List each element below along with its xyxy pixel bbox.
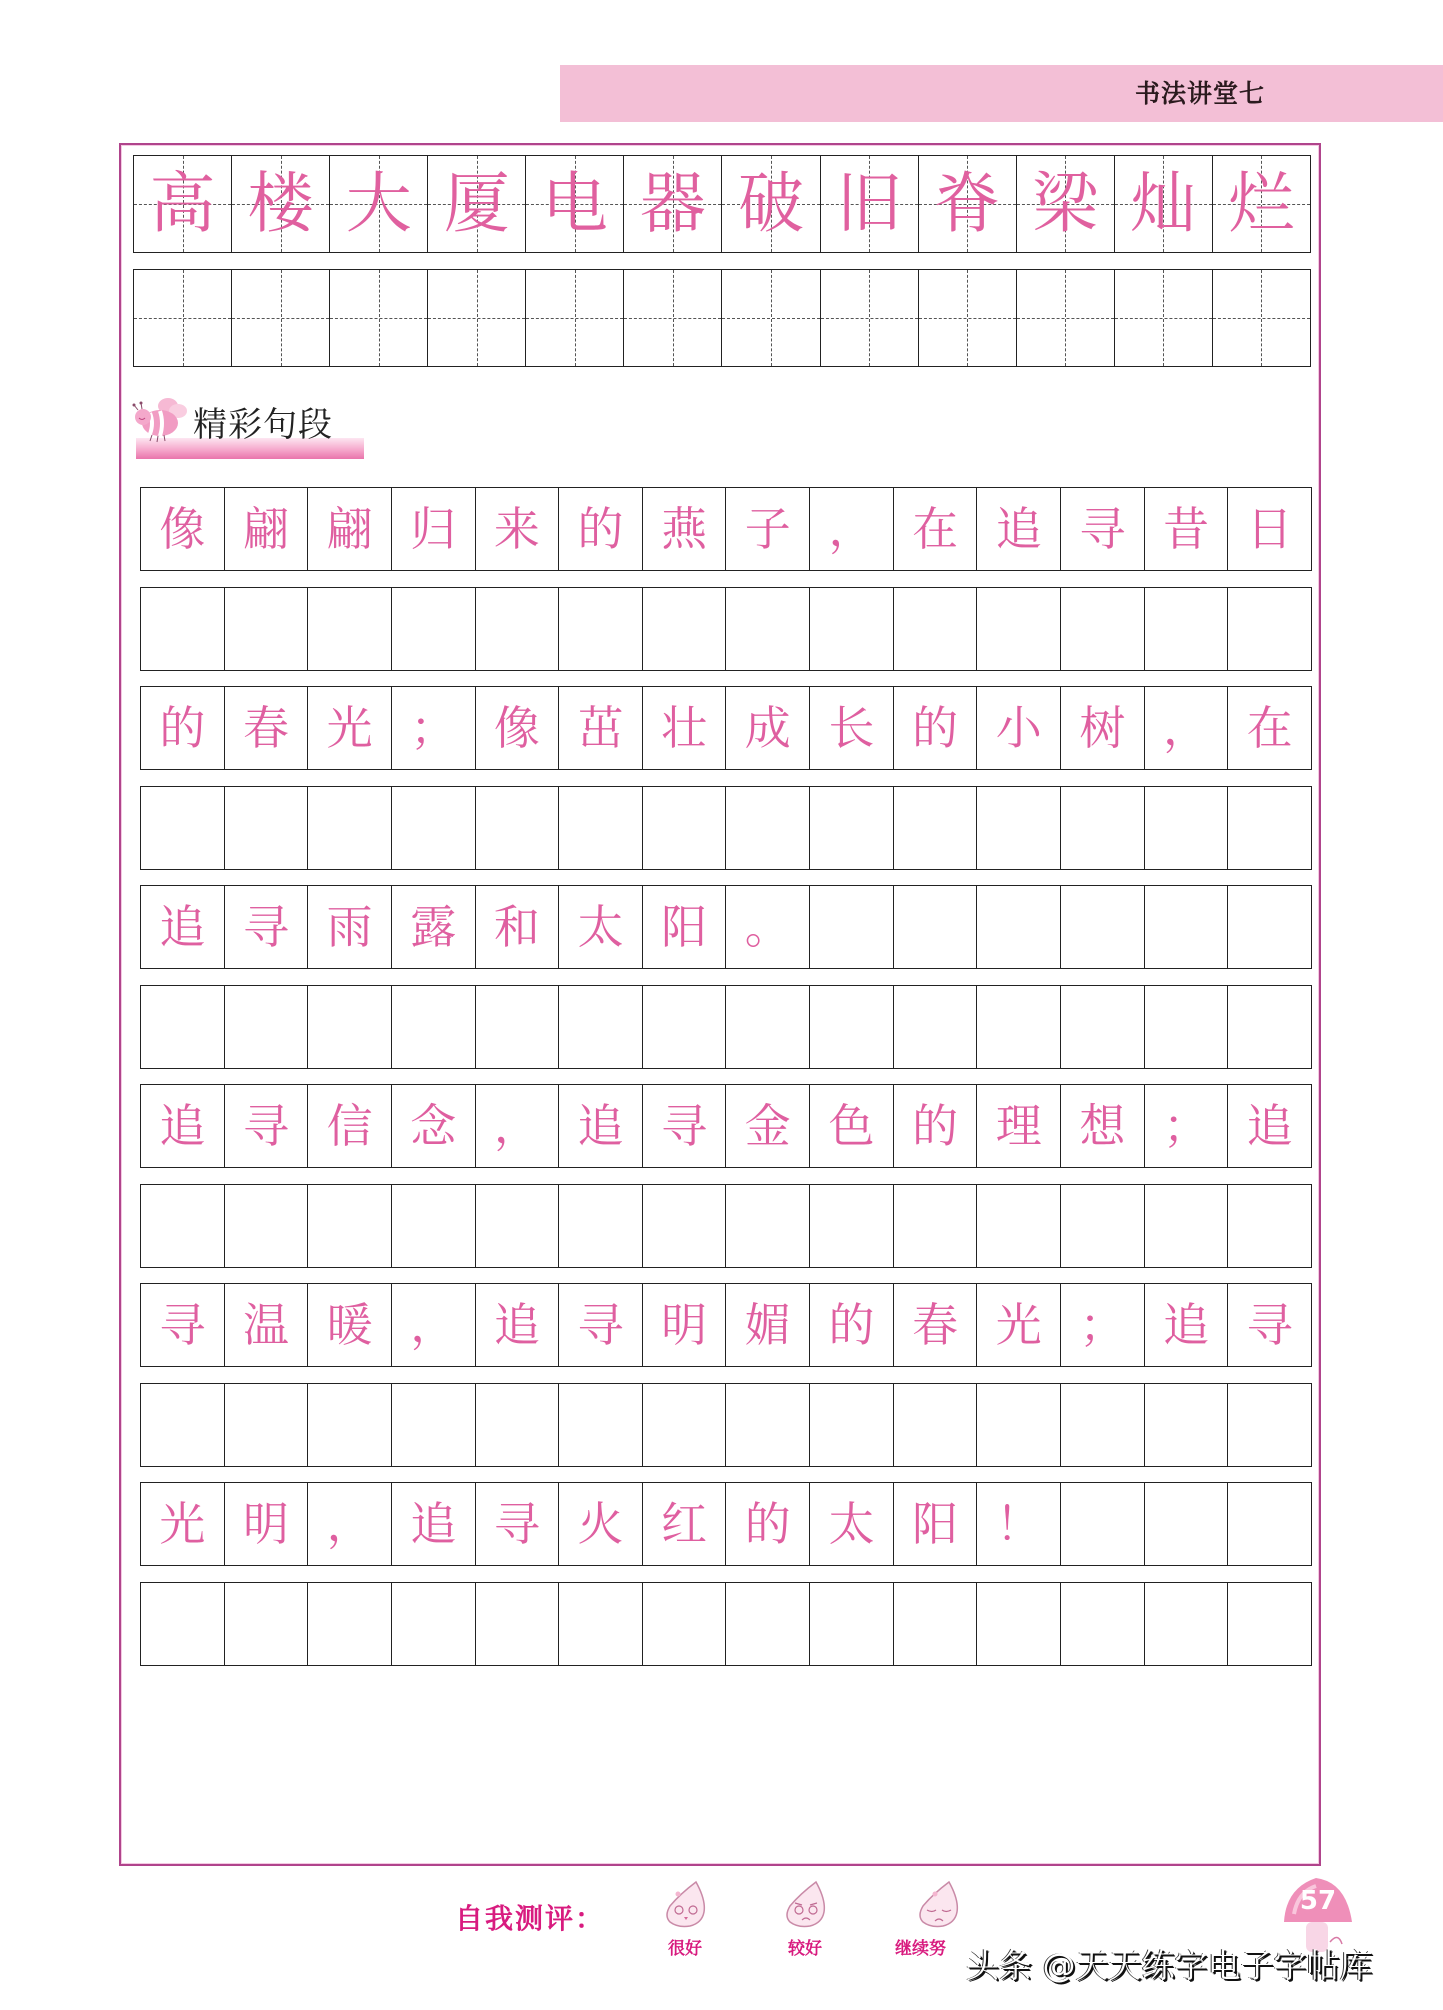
sentence-cell: 春: [894, 1284, 978, 1366]
practice-row-text: [140, 686, 1312, 770]
chapter-title: 书法讲堂七: [1134, 79, 1265, 108]
writing-cell[interactable]: [1145, 787, 1229, 869]
writing-cell[interactable]: [559, 1384, 643, 1466]
sentence-cell: 寻: [141, 1284, 225, 1366]
writing-cell[interactable]: [476, 787, 560, 869]
blank-cell[interactable]: [1213, 270, 1310, 366]
model-cell: [1115, 156, 1213, 252]
blank-cell[interactable]: [1017, 270, 1115, 366]
section-header: [132, 395, 372, 461]
sentence-cell: 追: [1145, 1284, 1229, 1366]
sentence-cell: 的: [559, 488, 643, 570]
writing-cell[interactable]: [726, 787, 810, 869]
blank-cell[interactable]: [722, 270, 820, 366]
writing-cell[interactable]: [308, 986, 392, 1068]
blank-cell[interactable]: [330, 270, 428, 366]
blank-cell[interactable]: [134, 270, 232, 366]
sentence-cell: 阳: [643, 886, 727, 968]
blank-cell[interactable]: [821, 270, 919, 366]
writing-cell[interactable]: [1228, 986, 1311, 1068]
guide-line-horizontal: [722, 318, 819, 319]
sentence-cell: ，: [1145, 687, 1229, 769]
writing-cell[interactable]: [810, 986, 894, 1068]
writing-cell[interactable]: [977, 1583, 1061, 1665]
sentence-cell: 子: [726, 488, 810, 570]
writing-cell[interactable]: [1228, 588, 1311, 670]
model-character: 脊: [934, 165, 1001, 242]
writing-cell[interactable]: [308, 588, 392, 670]
writing-cell[interactable]: [141, 588, 225, 670]
sentence-cell: 寻: [1061, 488, 1145, 570]
model-cell: [919, 156, 1017, 252]
blank-cell[interactable]: [624, 270, 722, 366]
sentence-cell: 茁: [559, 687, 643, 769]
writing-cell[interactable]: [726, 588, 810, 670]
sentence-cell: 光: [141, 1483, 225, 1565]
writing-cell[interactable]: [308, 1384, 392, 1466]
sentence-cell: 金: [726, 1085, 810, 1167]
blank-cell[interactable]: [1115, 270, 1213, 366]
model-character: 大: [345, 165, 412, 242]
writing-cell[interactable]: [643, 588, 727, 670]
sentence-cell: 追: [977, 488, 1061, 570]
writing-cell[interactable]: [559, 1583, 643, 1665]
writing-cell[interactable]: [559, 588, 643, 670]
sentence-cell[interactable]: [1061, 1483, 1145, 1565]
sentence-cell: 阳: [894, 1483, 978, 1565]
guide-line-horizontal: [821, 318, 918, 319]
model-character: 破: [738, 165, 804, 242]
sentence-cell: ，: [810, 488, 894, 570]
sentence-cell: ；: [1061, 1284, 1145, 1366]
writing-cell[interactable]: [894, 1384, 978, 1466]
sentence-cell: 小: [977, 687, 1061, 769]
copy-grid-model: [133, 155, 1311, 253]
writing-cell[interactable]: [894, 787, 978, 869]
writing-cell[interactable]: [392, 787, 476, 869]
blank-cell[interactable]: [232, 270, 330, 366]
sentence-cell: 色: [810, 1085, 894, 1167]
model-character: 灿: [1130, 165, 1197, 242]
sentence-cell: 追: [141, 1085, 225, 1167]
writing-cell[interactable]: [810, 1583, 894, 1665]
writing-cell[interactable]: [894, 1583, 978, 1665]
sentence-cell: 和: [476, 886, 560, 968]
sentence-cell: 念: [392, 1085, 476, 1167]
writing-cell[interactable]: [1061, 986, 1145, 1068]
writing-cell[interactable]: [1061, 588, 1145, 670]
sentence-cell: 的: [810, 1284, 894, 1366]
practice-row-blank: [140, 786, 1312, 870]
writing-cell[interactable]: [810, 787, 894, 869]
writing-cell[interactable]: [392, 986, 476, 1068]
writing-cell[interactable]: [1228, 787, 1311, 869]
sentence-cell: 像: [141, 488, 225, 570]
sad-drop-icon[interactable]: [915, 1880, 961, 1928]
writing-cell[interactable]: [141, 1185, 225, 1267]
writing-cell[interactable]: [810, 588, 894, 670]
sentence-cell[interactable]: [1145, 886, 1229, 968]
sentence-cell: 太: [559, 886, 643, 968]
sentence-cell: 追: [141, 886, 225, 968]
writing-cell[interactable]: [726, 1384, 810, 1466]
sentence-cell: 追: [392, 1483, 476, 1565]
sentence-cell: 。: [726, 886, 810, 968]
sentence-cell: 春: [225, 687, 309, 769]
sentence-cell: 成: [726, 687, 810, 769]
sentence-cell: 媚: [726, 1284, 810, 1366]
writing-cell[interactable]: [1061, 1185, 1145, 1267]
writing-cell[interactable]: [894, 986, 978, 1068]
model-cell: [330, 156, 428, 252]
sentence-cell: 暖: [308, 1284, 392, 1366]
model-cell: [624, 156, 722, 252]
writing-cell[interactable]: [476, 1185, 560, 1267]
sentence-cell: 寻: [1246, 1298, 1293, 1352]
writing-cell[interactable]: [392, 1583, 476, 1665]
model-character: 电: [541, 165, 608, 242]
practice-row-blank: [140, 1383, 1312, 1467]
sentence-cell: 长: [810, 687, 894, 769]
writing-cell[interactable]: [1061, 787, 1145, 869]
writing-cell[interactable]: [476, 1583, 560, 1665]
writing-cell[interactable]: [977, 1384, 1061, 1466]
rating-good-label[interactable]: 较好: [788, 1939, 822, 1959]
model-cell: [232, 156, 330, 252]
sentence-cell: 昔: [1145, 488, 1229, 570]
writing-cell[interactable]: [225, 588, 309, 670]
copy-grid-blank: [133, 269, 1311, 367]
writing-cell[interactable]: [977, 588, 1061, 670]
sentence-cell: 追: [1246, 1099, 1293, 1153]
sentence-cell: 在: [894, 488, 978, 570]
guide-line-horizontal: [428, 318, 525, 319]
writing-cell[interactable]: [1145, 986, 1229, 1068]
writing-cell[interactable]: [977, 986, 1061, 1068]
writing-cell[interactable]: [1228, 1583, 1311, 1665]
writing-cell[interactable]: [308, 1185, 392, 1267]
writing-cell[interactable]: [643, 986, 727, 1068]
model-cell: [1213, 156, 1310, 252]
writing-cell[interactable]: [308, 1583, 392, 1665]
guide-line-horizontal: [232, 318, 329, 319]
practice-row-text: [140, 1482, 1312, 1566]
writing-cell[interactable]: [977, 1185, 1061, 1267]
writing-cell[interactable]: [977, 787, 1061, 869]
guide-line-horizontal: [1213, 318, 1310, 319]
sentence-cell: ，: [476, 1085, 560, 1167]
writing-cell[interactable]: [559, 1185, 643, 1267]
sentence-cell: ；: [392, 687, 476, 769]
practice-row-text: [140, 885, 1312, 969]
sentence-cell: ；: [1145, 1085, 1229, 1167]
self-eval-label: 自我测评：: [455, 1902, 606, 1935]
sentence-cell: 寻: [559, 1284, 643, 1366]
sentence-cell: 信: [308, 1085, 392, 1167]
sentence-cell: 的: [141, 687, 225, 769]
blank-cell[interactable]: [919, 270, 1017, 366]
header-band: [560, 65, 1443, 122]
writing-cell[interactable]: [141, 986, 225, 1068]
sentence-cell[interactable]: [1228, 1483, 1311, 1565]
practice-row-blank: [140, 985, 1312, 1069]
writing-cell[interactable]: [1228, 1185, 1311, 1267]
writing-cell[interactable]: [643, 1583, 727, 1665]
blank-cell[interactable]: [526, 270, 624, 366]
guide-line-horizontal: [919, 318, 1016, 319]
sentence-cell: 在: [1246, 701, 1293, 755]
model-cell: [526, 156, 624, 252]
writing-cell[interactable]: [1061, 1583, 1145, 1665]
sentence-cell: 红: [643, 1483, 727, 1565]
writing-cell[interactable]: [1145, 1583, 1229, 1665]
sentence-cell: 燕: [643, 488, 727, 570]
writing-cell[interactable]: [643, 1384, 727, 1466]
guide-line-horizontal: [1017, 318, 1114, 319]
frown-drop-icon[interactable]: [782, 1880, 828, 1928]
model-character: 旧: [836, 165, 903, 242]
writing-cell[interactable]: [476, 986, 560, 1068]
model-cell: [722, 156, 820, 252]
section-title: 精彩句段: [193, 405, 333, 445]
writing-cell[interactable]: [1145, 588, 1229, 670]
writing-cell[interactable]: [141, 1583, 225, 1665]
writing-cell[interactable]: [225, 1583, 309, 1665]
sentence-cell: 露: [392, 886, 476, 968]
writing-cell[interactable]: [810, 1185, 894, 1267]
sentence-cell: 寻: [476, 1483, 560, 1565]
sentence-cell: ，: [308, 1483, 392, 1565]
writing-cell[interactable]: [726, 1185, 810, 1267]
guide-line-horizontal: [1115, 318, 1212, 319]
writing-cell[interactable]: [476, 1384, 560, 1466]
writing-cell[interactable]: [559, 787, 643, 869]
sentence-cell: 壮: [643, 687, 727, 769]
writing-cell[interactable]: [1228, 1384, 1311, 1466]
watermark: 头条 @天天练字电子字帖库: [966, 1946, 1373, 1985]
page-number-badge: [1280, 1872, 1356, 1922]
practice-row-blank: [140, 1582, 1312, 1666]
guide-line-horizontal: [526, 318, 623, 319]
writing-cell[interactable]: [141, 787, 225, 869]
writing-cell[interactable]: [392, 588, 476, 670]
writing-cell[interactable]: [1061, 1384, 1145, 1466]
page-number: 57: [1299, 1886, 1337, 1916]
sentence-cell: 想: [1061, 1085, 1145, 1167]
sentence-cell[interactable]: [977, 886, 1061, 968]
model-cell: [821, 156, 919, 252]
sentence-cell: ！: [977, 1483, 1061, 1565]
writing-cell[interactable]: [810, 1384, 894, 1466]
rating-keep-trying-label[interactable]: 继续努: [895, 1939, 946, 1959]
sentence-cell: 光: [308, 687, 392, 769]
writing-cell[interactable]: [559, 986, 643, 1068]
happy-drop-icon[interactable]: [662, 1880, 708, 1928]
writing-cell[interactable]: [225, 986, 309, 1068]
model-cell: [1017, 156, 1115, 252]
sentence-cell: 的: [726, 1483, 810, 1565]
model-character: 烂: [1228, 165, 1295, 242]
writing-cell[interactable]: [392, 1384, 476, 1466]
sentence-cell[interactable]: [1061, 886, 1145, 968]
sentence-cell: 明: [225, 1483, 309, 1565]
sentence-cell[interactable]: [810, 886, 894, 968]
sentence-cell: 雨: [308, 886, 392, 968]
model-character: 器: [639, 165, 706, 242]
practice-row-blank: [140, 1184, 1312, 1268]
writing-cell[interactable]: [1145, 1185, 1229, 1267]
sentence-cell: 寻: [225, 1085, 309, 1167]
sentence-cell: 归: [392, 488, 476, 570]
sentence-cell[interactable]: [1228, 886, 1311, 968]
sentence-cell: 像: [476, 687, 560, 769]
writing-cell[interactable]: [141, 1384, 225, 1466]
model-character: 厦: [443, 165, 510, 242]
blank-cell[interactable]: [428, 270, 526, 366]
sentence-cell: 火: [559, 1483, 643, 1565]
sentence-cell: 日: [1246, 502, 1293, 556]
sentence-cell: 来: [476, 488, 560, 570]
sentence-cell[interactable]: [894, 886, 978, 968]
sentence-cell: 理: [977, 1085, 1061, 1167]
practice-row-text: [140, 1084, 1312, 1168]
practice-row-text: [140, 487, 1312, 571]
sentence-cell[interactable]: [1145, 1483, 1229, 1565]
sentence-cell: 追: [559, 1085, 643, 1167]
sentence-cell: 的: [894, 1085, 978, 1167]
guide-line-horizontal: [624, 318, 721, 319]
guide-line-horizontal: [330, 318, 427, 319]
writing-cell[interactable]: [726, 986, 810, 1068]
sentence-cell: 寻: [225, 886, 309, 968]
model-character: 高: [149, 165, 216, 242]
writing-cell[interactable]: [894, 588, 978, 670]
sentence-cell: 的: [894, 687, 978, 769]
writing-cell[interactable]: [643, 1185, 727, 1267]
rating-very-good-label[interactable]: 很好: [668, 1939, 702, 1959]
model-cell: [134, 156, 232, 252]
writing-cell[interactable]: [308, 787, 392, 869]
writing-cell[interactable]: [476, 588, 560, 670]
bee-icon: [132, 397, 188, 443]
sentence-cell: 追: [476, 1284, 560, 1366]
sentence-cell: 明: [643, 1284, 727, 1366]
model-cell: [428, 156, 526, 252]
sentence-cell: 翩: [308, 488, 392, 570]
practice-row-text: [140, 1283, 1312, 1367]
sentence-cell: 树: [1061, 687, 1145, 769]
model-character: 梁: [1032, 165, 1099, 242]
writing-cell[interactable]: [225, 1384, 309, 1466]
sentence-cell: ，: [392, 1284, 476, 1366]
sentence-cell: 翩: [225, 488, 309, 570]
writing-cell[interactable]: [392, 1185, 476, 1267]
guide-line-horizontal: [134, 318, 231, 319]
writing-cell[interactable]: [1145, 1384, 1229, 1466]
practice-row-blank: [140, 587, 1312, 671]
writing-cell[interactable]: [894, 1185, 978, 1267]
sentence-cell: 寻: [643, 1085, 727, 1167]
sentence-cell: 太: [810, 1483, 894, 1565]
writing-cell[interactable]: [225, 1185, 309, 1267]
writing-cell[interactable]: [643, 787, 727, 869]
writing-cell[interactable]: [225, 787, 309, 869]
writing-cell[interactable]: [726, 1583, 810, 1665]
sentence-cell: 温: [225, 1284, 309, 1366]
model-character: 楼: [247, 165, 314, 242]
sentence-cell: 光: [977, 1284, 1061, 1366]
